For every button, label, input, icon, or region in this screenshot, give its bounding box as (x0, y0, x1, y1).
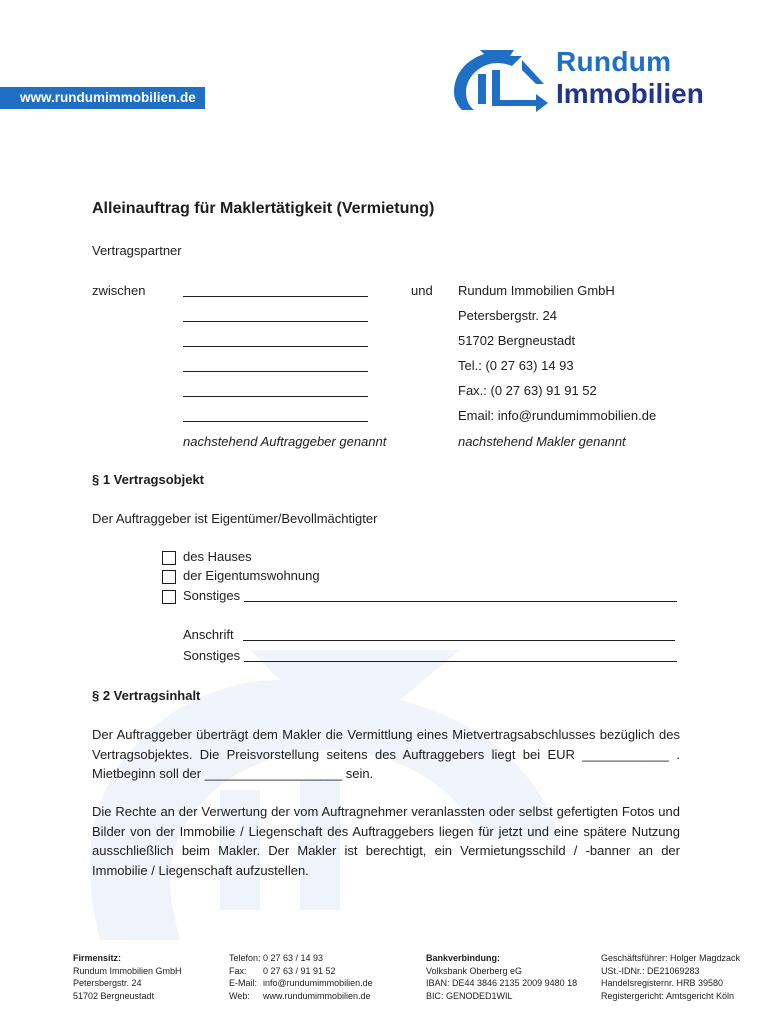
sonstiges-2-field[interactable] (244, 661, 677, 662)
website-banner: www.rundumimmobilien.de (0, 87, 205, 109)
footer-firmensitz-line: Petersbergstr. 24 (73, 978, 142, 988)
footer-web-link[interactable]: www.rundumimmobilien.de (263, 990, 371, 1001)
zwischen-label: zwischen (92, 283, 146, 298)
footer-contact-key: Web: (229, 990, 250, 1001)
section-1-title: § 1 Vertragsobjekt (92, 472, 204, 487)
sonstiges-2-label: Sonstiges (183, 648, 241, 663)
makler-street: Petersbergstr. 24 (458, 308, 557, 323)
footer-management-line: Registergericht: Amtsgericht Köln (601, 990, 735, 1001)
checkbox-haus[interactable] (162, 551, 176, 565)
footer-contact-key: E-Mail: (229, 978, 258, 988)
footer-contact-key: Fax: (229, 965, 247, 976)
makler-company: Rundum Immobilien GmbH (458, 283, 615, 298)
footer-contact-key: Telefon: (229, 953, 261, 963)
footer-management-line: USt.-IDNr.: DE21069283 (601, 965, 700, 976)
makler-fax: Fax.: (0 27 63) 91 91 52 (458, 383, 597, 398)
footer-phone: 0 27 63 / 14 93 (263, 953, 324, 963)
auftraggeber-field-2[interactable] (183, 321, 368, 322)
checkbox-sonstiges[interactable] (162, 590, 176, 604)
footer-bank (426, 952, 577, 1002)
footer-management-line: Geschäftsführer: Holger Magdzack (601, 953, 741, 963)
checkbox-eigentumswohnung[interactable] (162, 570, 176, 584)
option-sonstiges-label: Sonstiges (183, 588, 241, 603)
section-2-paragraph-1: Der Auftraggeber überträgt dem Makler die Vermittlung eines Mietvertragsabschlusses bezüglich des Vertragsobjektes. Die Preisvorstellung seitens des Auftraggebers liegt bei EUR ____________ . Mietbeginn soll der ___________________ sein. (92, 727, 680, 781)
auftraggeber-note: nachstehend Auftraggeber genannt (183, 434, 387, 449)
brand-name-line2: Immobilien (556, 78, 704, 109)
makler-city: 51702 Bergneustadt (458, 333, 576, 348)
footer-firmensitz-heading: Firmensitz: (73, 953, 122, 963)
auftraggeber-field-5[interactable] (183, 396, 368, 397)
auftraggeber-field-3[interactable] (183, 346, 368, 347)
auftraggeber-field-6[interactable] (183, 421, 368, 422)
watermark-logo-icon (60, 640, 620, 940)
footer-email-link[interactable]: info@rundumimmobilien.de (263, 978, 373, 988)
footer-management-line: Handelsregisternr. HRB 39580 (601, 978, 724, 988)
footer-bank-line: IBAN: DE44 3846 2135 2009 9480 18 (426, 978, 578, 988)
document-title: Alleinauftrag für Maklertätigkeit (Vermietung) (92, 200, 435, 217)
anschrift-field[interactable] (243, 640, 675, 641)
section-2-paragraph-2: Die Rechte an der Verwertung der vom Auftragnehmer veranlassten oder selbst gefertigten Fotos und Bilder von der Immobilie / Liegenschaft des Auftraggebers liegen für jetzt und eine spätere Nutzung ausschließlich beim Makler. Der Makler ist berechtigt, ein Vermietungsschild / -banner an der Immobilie / Liegenschaft aufzustellen. (92, 804, 680, 878)
makler-note: nachstehend Makler genannt (458, 434, 626, 449)
section-2-title: § 2 Vertragsinhalt (92, 688, 201, 703)
footer-bank-line: Volksbank Oberberg eG (426, 965, 523, 976)
footer-contact (229, 952, 373, 1002)
footer-firmensitz-line: 51702 Bergneustadt (73, 990, 155, 1001)
house-logo-icon (452, 48, 552, 114)
und-label: und (411, 283, 433, 298)
footer-fax: 0 27 63 / 91 91 52 (263, 965, 336, 976)
footer-firmensitz (73, 952, 182, 1002)
brand-logo-text (556, 48, 704, 108)
makler-phone: Tel.: (0 27 63) 14 93 (458, 358, 574, 373)
auftraggeber-field-1[interactable] (183, 296, 368, 297)
footer-management (601, 952, 740, 1002)
footer-bank-line: BIC: GENODED1WIL (426, 990, 513, 1001)
makler-email: Email: info@rundumimmobilien.de (458, 408, 657, 423)
option-eigentumswohnung-label: der Eigentumswohnung (183, 568, 320, 583)
footer-bank-heading: Bankverbindung: (426, 953, 501, 963)
footer-firmensitz-line: Rundum Immobilien GmbH (73, 965, 182, 976)
auftraggeber-field-4[interactable] (183, 371, 368, 372)
anschrift-label: Anschrift (183, 627, 234, 642)
section-1-intro: Der Auftraggeber ist Eigentümer/Bevollmächtigter (92, 511, 378, 526)
option-haus-label: des Hauses (183, 549, 252, 564)
sonstiges-field[interactable] (244, 601, 677, 602)
brand-name-line1: Rundum (556, 46, 672, 77)
vertragspartner-label: Vertragspartner (92, 243, 182, 258)
